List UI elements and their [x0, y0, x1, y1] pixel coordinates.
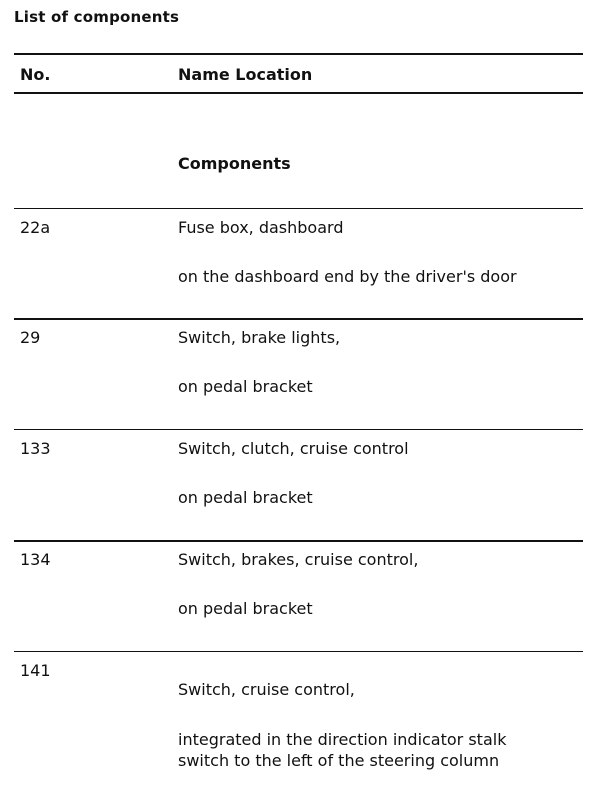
row-separator — [14, 540, 583, 542]
component-name: Switch, cruise control, — [178, 680, 355, 699]
component-location: on the dashboard end by the driver's door — [178, 267, 517, 286]
component-name: Switch, brake lights, — [178, 328, 341, 347]
row-separator — [14, 318, 583, 320]
component-location-line-1: integrated in the direction indicator stalk — [178, 730, 507, 749]
row-separator — [14, 208, 583, 209]
column-header-no: No. — [20, 65, 51, 84]
component-number: 29 — [20, 328, 41, 347]
component-name: Fuse box, dashboard — [178, 218, 344, 237]
header-bottom-rule — [14, 92, 583, 94]
component-location-line-2: switch to the left of the steering column — [178, 751, 500, 770]
column-header-name-location: Name Location — [178, 65, 313, 84]
component-number: 134 — [20, 550, 51, 569]
row-separator — [14, 429, 583, 430]
section-heading: Components — [178, 154, 291, 173]
component-name: Switch, brakes, cruise control, — [178, 550, 419, 569]
component-number: 133 — [20, 439, 51, 458]
component-number: 141 — [20, 661, 51, 680]
component-location: on pedal bracket — [178, 488, 313, 507]
page-title: List of components — [14, 8, 180, 26]
row-separator — [14, 651, 583, 652]
table-top-rule — [14, 53, 583, 55]
component-name: Switch, clutch, cruise control — [178, 439, 409, 458]
component-number: 22a — [20, 218, 51, 237]
component-location: on pedal bracket — [178, 377, 313, 396]
component-location: on pedal bracket — [178, 599, 313, 618]
